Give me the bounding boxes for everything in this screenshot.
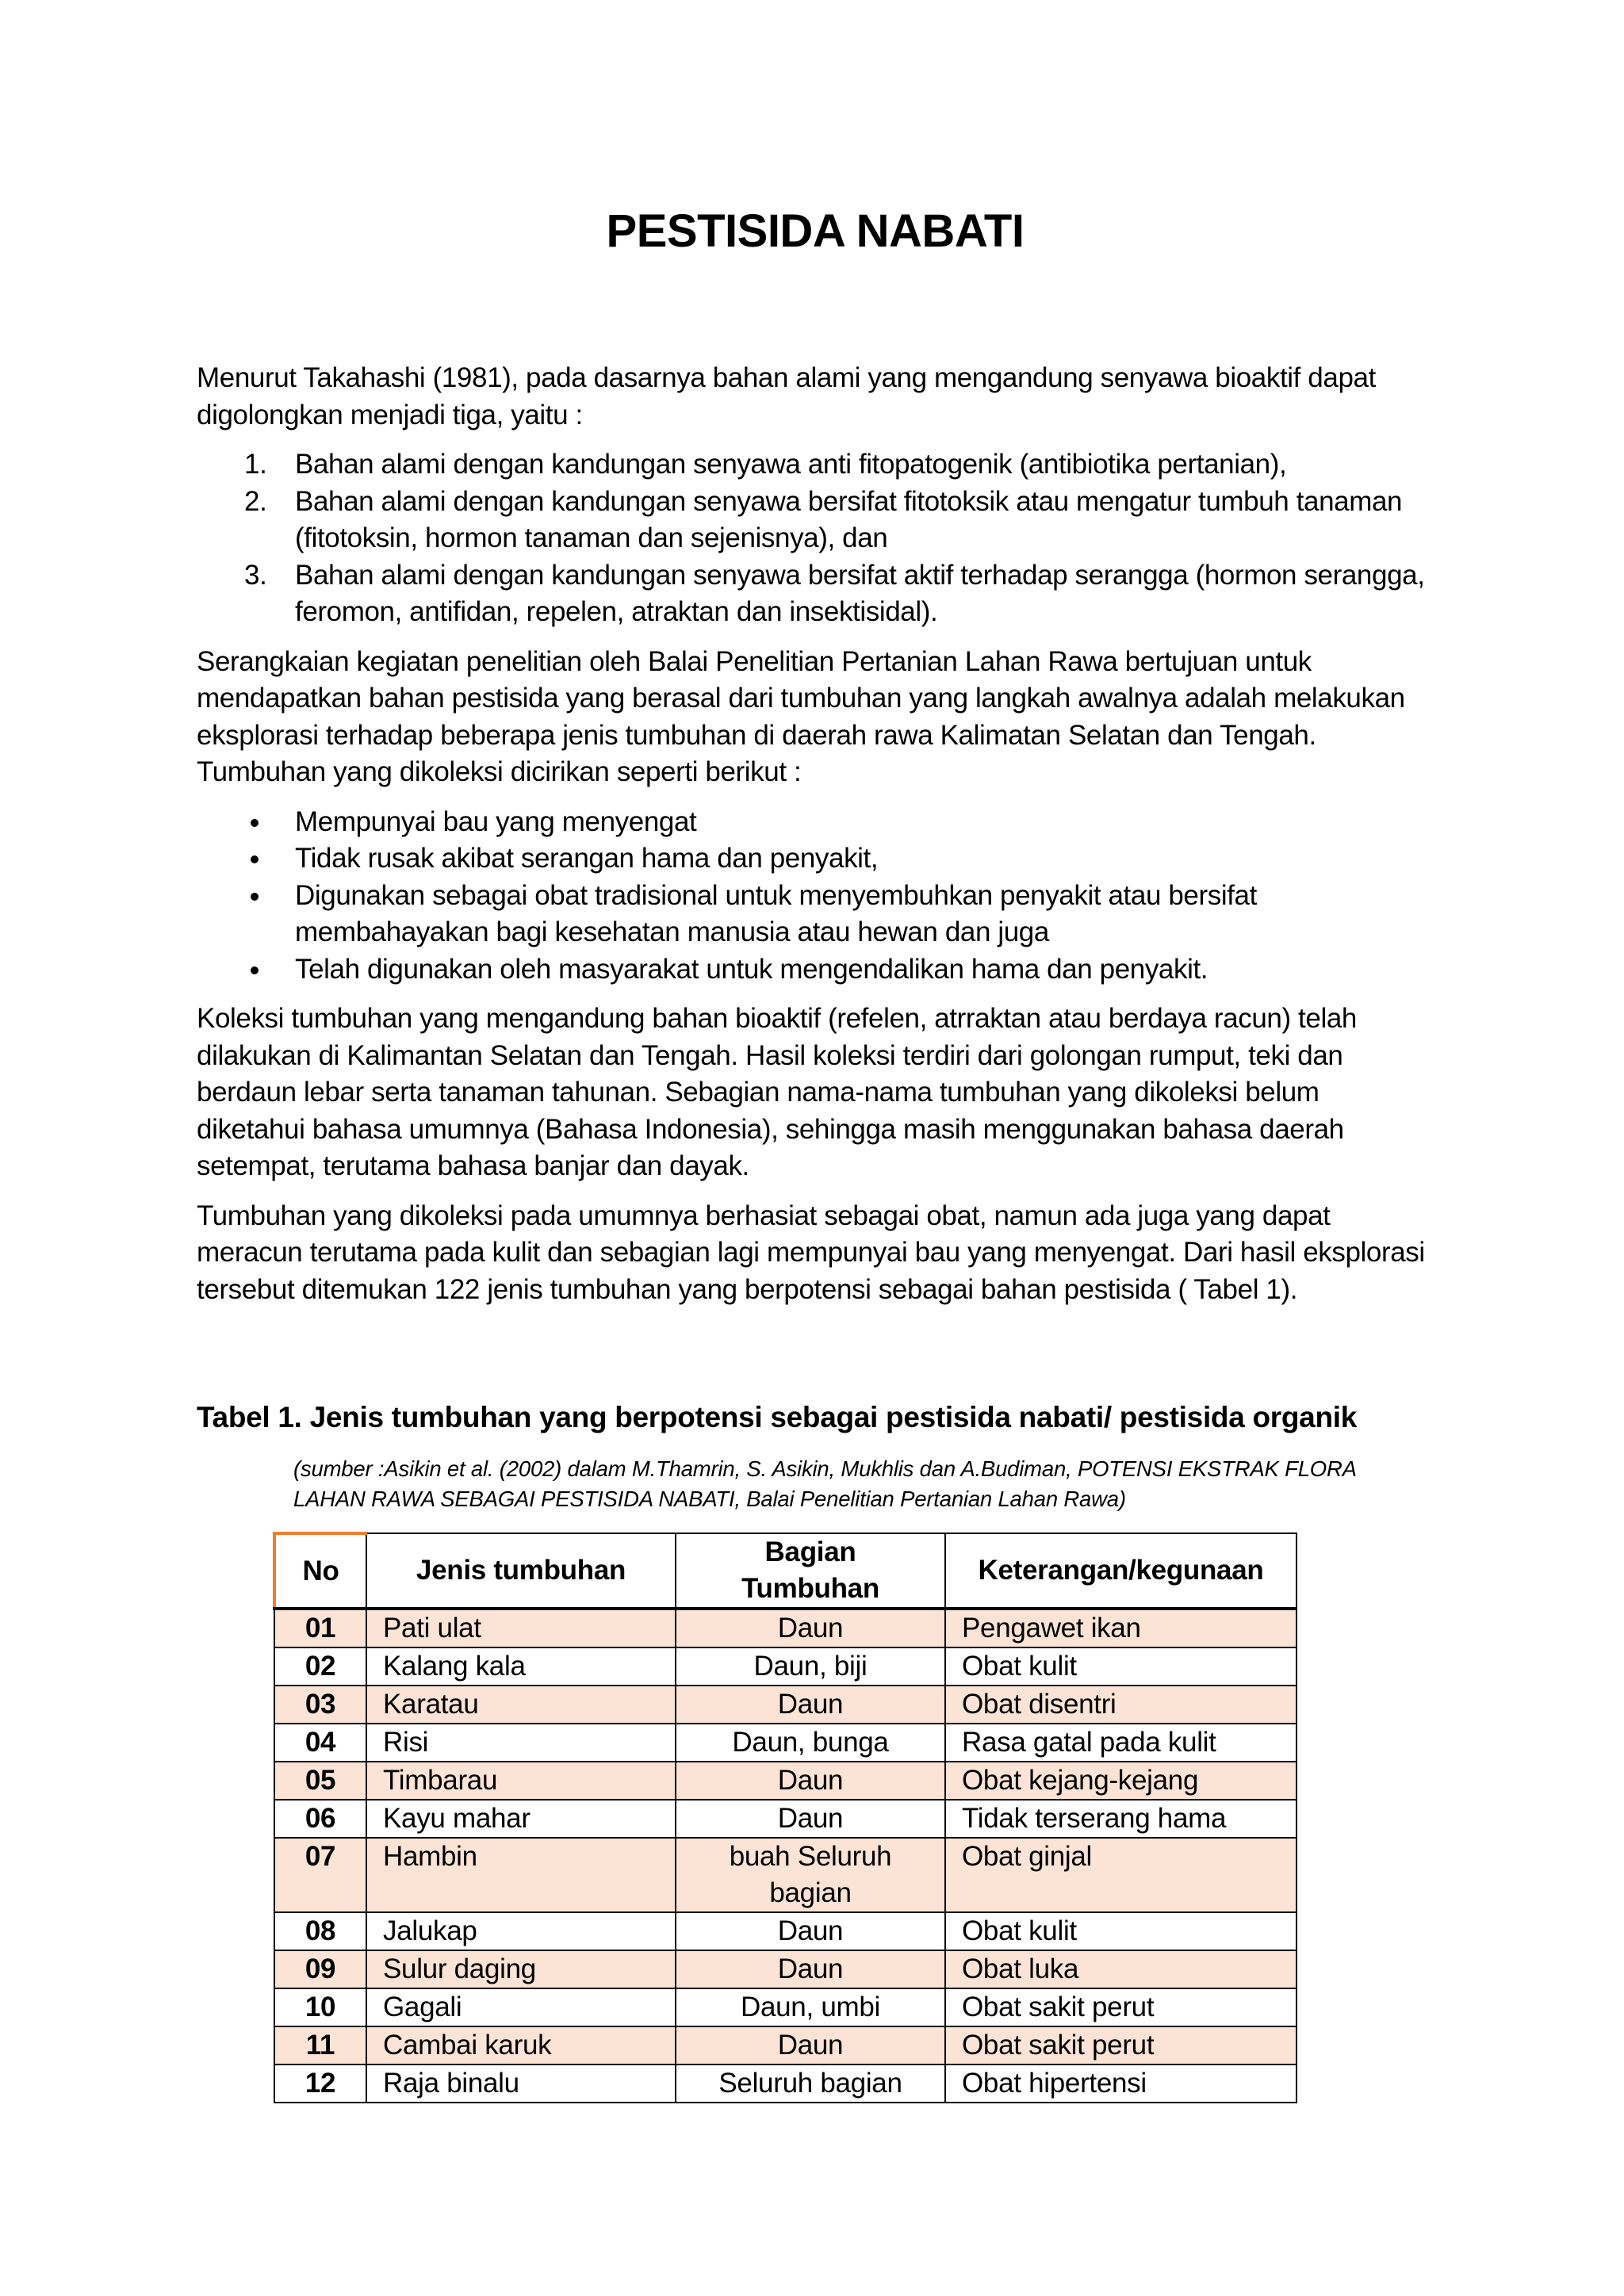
- table-row: [274, 1609, 1297, 1647]
- cell-use: Obat ginjal: [945, 1838, 1297, 1912]
- column-header-part: Bagian Tumbuhan: [676, 1533, 945, 1609]
- cell-no: 08: [274, 1912, 366, 1950]
- cell-name: Kalang kala: [366, 1647, 676, 1686]
- collection-paragraph: Koleksi tumbuhan yang mengandung bahan bioaktif (refelen, atrraktan atau berdaya racun) telah dilakukan di Kalimantan Selatan dan Tengah. Hasil koleksi terdiri dari golongan rumput, teki dan berdaun lebar serta tanaman tahunan. Sebagian nama-nama tumbuhan yang dikoleksi belum diketahui bahasa umumnya (Bahasa Indonesia), sehingga masih menggunakan bahasa daerah setempat, terutama bahasa banjar dan dayak.: [197, 1003, 1357, 1181]
- list-number: 3.: [244, 559, 267, 591]
- table-row: [274, 1912, 1297, 1950]
- list-item-text: Mempunyai bau yang menyengat: [295, 806, 697, 837]
- bullet-icon: [251, 893, 259, 901]
- table-row: [274, 1838, 1297, 1912]
- cell-part: Daun: [676, 1912, 945, 1950]
- cell-use: Obat sakit perut: [945, 2026, 1297, 2064]
- cell-no: 04: [274, 1724, 366, 1762]
- body-section: [197, 360, 1434, 1308]
- bullet-icon: [251, 819, 259, 827]
- cell-name: Karatau: [366, 1686, 676, 1724]
- table-row: [274, 1950, 1297, 1988]
- bullet-icon: [251, 966, 259, 974]
- table-row: [274, 1686, 1297, 1724]
- cell-name: Pati ulat: [366, 1609, 676, 1647]
- cell-no: 01: [274, 1609, 366, 1647]
- table-row: [274, 1647, 1297, 1686]
- cell-name: Kayu mahar: [366, 1800, 676, 1838]
- cell-use: Rasa gatal pada kulit: [945, 1724, 1297, 1762]
- intro-paragraph: Menurut Takahashi (1981), pada dasarnya bahan alami yang mengandung senyawa bioaktif dapat digolongkan menjadi tiga, yaitu :: [197, 362, 1376, 430]
- cell-name: Cambai karuk: [366, 2026, 676, 2064]
- cell-no: 05: [274, 1762, 366, 1800]
- cell-no: 10: [274, 1988, 366, 2026]
- cell-part: Daun, umbi: [676, 1988, 945, 2026]
- cell-use: Tidak terserang hama: [945, 1800, 1297, 1838]
- numbered-list-item: [197, 446, 1434, 484]
- cell-part: Daun: [676, 1686, 945, 1724]
- cell-no: 12: [274, 2064, 366, 2103]
- cell-name: Hambin: [366, 1838, 676, 1912]
- table-row: [274, 1800, 1297, 1838]
- cell-part: buah Seluruh bagian: [676, 1838, 945, 1912]
- table-row: [274, 1724, 1297, 1762]
- table-caption: Tabel 1. Jenis tumbuhan yang berpotensi sebagai pestisida nabati/ pestisida organik: [197, 1401, 1358, 1433]
- bullet-list-item: [197, 804, 1434, 841]
- cell-name: Risi: [366, 1724, 676, 1762]
- cell-part: Daun: [676, 1800, 945, 1838]
- numbered-list-item: [197, 484, 1434, 557]
- list-item-text: Telah digunakan oleh masyarakat untuk mengendalikan hama dan penyakit.: [295, 953, 1208, 985]
- findings-paragraph: Tumbuhan yang dikoleksi pada umumnya berhasiat sebagai obat, namun ada juga yang dapat meracun terutama pada kulit dan sebagian lagi mempunyai bau yang menyengat. Dari hasil eksplorasi tersebut ditemukan 122 jenis tumbuhan yang berpotensi sebagai bahan pestisida ( Tabel 1).: [197, 1200, 1425, 1305]
- list-item-text: Bahan alami dengan kandungan senyawa bersifat aktif terhadap serangga (hormon serangga, feromon, antifidan, repelen, atraktan dan insektisidal).: [295, 559, 1425, 627]
- cell-name: Raja binalu: [366, 2064, 676, 2103]
- page-title: PESTISIDA NABATI: [606, 205, 1025, 257]
- list-number: 1.: [244, 449, 267, 480]
- plant-table: [273, 1532, 1297, 2103]
- table-source-note: (sumber :Asikin et al. (2002) dalam M.Thamrin, S. Asikin, Mukhlis dan A.Budiman, POTENSI EKSTRAK FLORA LAHAN RAWA SEBAGAI PESTISIDA NABATI, Balai Penelitian Pertanian Lahan Rawa): [293, 1456, 1356, 1511]
- list-number: 2.: [244, 485, 267, 517]
- cell-no: 06: [274, 1800, 366, 1838]
- cell-name: Jalukap: [366, 1912, 676, 1950]
- bullet-list-item: [197, 840, 1434, 878]
- bullet-icon: [251, 855, 259, 863]
- bullet-list: [197, 804, 1434, 989]
- table-row: [274, 2026, 1297, 2064]
- cell-part: Daun, bunga: [676, 1724, 945, 1762]
- cell-no: 03: [274, 1686, 366, 1724]
- table-row: [274, 1988, 1297, 2026]
- list-item-text: Bahan alami dengan kandungan senyawa anti fitopatogenik (antibiotika pertanian),: [295, 449, 1287, 480]
- cell-part: Seluruh bagian: [676, 2064, 945, 2103]
- cell-use: Pengawet ikan: [945, 1609, 1297, 1647]
- cell-use: Obat kejang-kejang: [945, 1762, 1297, 1800]
- cell-name: Timbarau: [366, 1762, 676, 1800]
- list-item-text: Digunakan sebagai obat tradisional untuk menyembuhkan penyakit atau bersifat membahayakan bagi kesehatan manusia atau hewan dan juga: [295, 879, 1257, 947]
- column-header-use: Keterangan/kegunaan: [945, 1533, 1297, 1609]
- list-item-text: Tidak rusak akibat serangan hama dan penyakit,: [295, 843, 879, 874]
- cell-use: Obat sakit perut: [945, 1988, 1297, 2026]
- column-header-no: No: [274, 1533, 366, 1609]
- list-item-text: Bahan alami dengan kandungan senyawa bersifat fitotoksik atau mengatur tumbuh tanaman (fitotoksin, hormon tanaman dan sejenisnya), dan: [295, 485, 1403, 553]
- cell-use: Obat kulit: [945, 1912, 1297, 1950]
- cell-name: Gagali: [366, 1988, 676, 2026]
- numbered-list-item: [197, 557, 1434, 631]
- cell-use: Obat disentri: [945, 1686, 1297, 1724]
- cell-no: 07: [274, 1838, 366, 1912]
- cell-part: Daun, biji: [676, 1647, 945, 1686]
- cell-no: 09: [274, 1950, 366, 1988]
- cell-name: Sulur daging: [366, 1950, 676, 1988]
- cell-part: Daun: [676, 1950, 945, 1988]
- cell-part: Daun: [676, 1609, 945, 1647]
- table-row: [274, 2064, 1297, 2103]
- cell-use: Obat luka: [945, 1950, 1297, 1988]
- cell-part: Daun: [676, 2026, 945, 2064]
- bullet-list-item: [197, 878, 1434, 951]
- bullet-list-item: [197, 951, 1434, 989]
- column-header-name: Jenis tumbuhan: [366, 1533, 676, 1609]
- table-row: [274, 1762, 1297, 1800]
- cell-no: 11: [274, 2026, 366, 2064]
- cell-no: 02: [274, 1647, 366, 1686]
- cell-part: Daun: [676, 1762, 945, 1800]
- numbered-list: [197, 446, 1434, 631]
- research-paragraph: Serangkaian kegiatan penelitian oleh Balai Penelitian Pertanian Lahan Rawa bertujuan untuk mendapatkan bahan pestisida yang berasal dari tumbuhan yang langkah awalnya adalah melakukan eksplorasi terhadap beberapa jenis tumbuhan di daerah rawa Kalimatan Selatan dan Tengah. Tumbuhan yang dikoleksi dicirikan seperti berikut :: [197, 645, 1405, 787]
- table-header-row: [274, 1533, 1297, 1609]
- cell-use: Obat kulit: [945, 1647, 1297, 1686]
- cell-use: Obat hipertensi: [945, 2064, 1297, 2103]
